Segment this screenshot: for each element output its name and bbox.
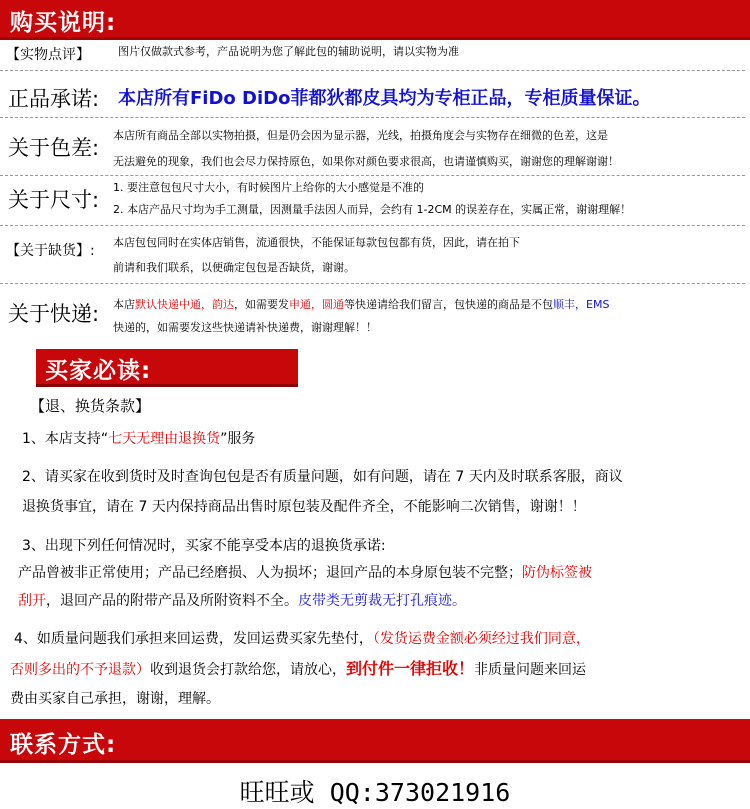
rule-3-line3 xyxy=(18,590,466,610)
rule-2-line1: 2、请买家在收到货时及时查询包包是否有质量问题，如有问题，请在 7 天内及时联系客服，商议 xyxy=(22,469,623,485)
belt-condition-note: 皮带类无剪裁无打孔痕迹。 xyxy=(298,593,466,609)
rule-4-line3: 费由买家自己承担，谢谢，理解。 xyxy=(10,691,220,707)
rule-3-line2 xyxy=(18,562,592,582)
size-text-line2: 2. 本店产品尺寸均为手工测量，因测量手法因人而异，会约有 1-2CM 的误差存在，实属正常，谢谢理解！ xyxy=(113,203,632,216)
divider xyxy=(0,225,745,226)
express-default-couriers: 默认快递中通，韵达 xyxy=(135,298,234,311)
contact-banner xyxy=(0,719,750,763)
express-text: 等快递请给我们留言，包快递的商品是不包 xyxy=(344,298,553,311)
real-item-text: 图片仅做款式参考，产品说明为您了解此包的辅助说明，请以实物为准 xyxy=(118,45,459,58)
anti-counterfeit-label: 刮开 xyxy=(18,593,46,609)
rule-4-line2 xyxy=(10,656,586,679)
shipping-fee-approval-note: （发货运费金额必须经过我们同意， xyxy=(372,631,590,647)
color-text-line1: 本店所有商品全部以实物拍摄，但是仍会因为显示器，光线，拍摄角度会与实物存在细微的色差，这是 xyxy=(113,129,608,142)
rule-2-line2: 退换货事宜，请在 7 天内保持商品出售时原包装及配件齐全，不能影响二次销售，谢谢！！ xyxy=(22,499,586,515)
color-text-line2: 无法避免的现象，我们也会尽力保持原色，如果你对颜色要求很高，也请谨慎购买，谢谢您的理解谢谢！ xyxy=(113,155,619,168)
rule-1-text: ”服务 xyxy=(220,431,256,447)
express-excluded-couriers: 顺丰，EMS xyxy=(553,298,610,311)
rule-4-text: 收到退货会打款给您，请放心， xyxy=(150,662,346,678)
contact-title: 联系方式: xyxy=(10,732,117,758)
size-label: 关于尺寸: xyxy=(8,188,100,212)
return-terms-title: 【退、换货条款】 xyxy=(30,397,151,415)
rule-3-text: ，退回产品的附带产品及所附资料不全。 xyxy=(46,593,298,609)
express-text: ，如需要发 xyxy=(234,298,289,311)
color-label: 关于色差: xyxy=(8,136,100,160)
stock-label: 【关于缺货】: xyxy=(6,243,95,259)
stock-text-line1: 本店包包同时在实体店销售，流通很快，不能保证每款包包都有货，因此，请在拍下 xyxy=(113,236,520,249)
divider xyxy=(0,70,745,71)
buyer-notice-banner xyxy=(36,349,298,387)
rule-3-text: 产品曾被非正常使用；产品已经磨损、人为损坏；退回产品的本身原包装不完整； xyxy=(18,565,522,581)
express-other-couriers: 申通，圆通 xyxy=(289,298,344,311)
anti-counterfeit-label: 防伪标签被 xyxy=(522,565,592,581)
shipping-fee-approval-note: 否则多出的不予退款） xyxy=(10,662,150,678)
express-text: 本店 xyxy=(113,298,135,311)
size-text-line1: 1. 要注意包包尺寸大小，有时候图片上给你的大小感觉是不准的 xyxy=(113,181,424,194)
divider xyxy=(0,117,745,118)
rule-1 xyxy=(22,428,255,448)
rule-4-text: 4、如质量问题我们承担来回运费，发回运费买家先垫付， xyxy=(14,631,373,647)
purchase-info-title: 购买说明: xyxy=(10,10,117,36)
purchase-info-banner xyxy=(0,0,750,40)
contact-info: 旺旺或 QQ:373021916 xyxy=(239,778,511,807)
cod-rejected-note: 到付件一律拒收！ xyxy=(346,659,475,678)
seven-day-return: 七天无理由退换货 xyxy=(108,431,221,447)
genuine-text: 本店所有FiDo DiDo菲都狄都皮具均为专柜正品，专柜质量保证。 xyxy=(118,88,651,109)
express-text-line1 xyxy=(113,293,609,317)
real-item-label: 【实物点评】 xyxy=(6,47,90,63)
rule-4-line1 xyxy=(14,628,590,648)
express-text-line2: 快递的，如需要发这些快递请补快递费，谢谢理解！！ xyxy=(113,321,377,334)
rule-1-text: 1、本店支持“ xyxy=(22,431,109,447)
rule-4-text: 非质量问题来回运 xyxy=(474,662,587,678)
stock-text-line2: 前请和我们联系，以便确定包包是否缺货，谢谢。 xyxy=(113,261,355,274)
divider xyxy=(0,283,745,284)
buyer-notice-title: 买家必读: xyxy=(45,358,152,384)
genuine-label: 正品承诺: xyxy=(8,87,100,111)
express-label: 关于快递: xyxy=(8,302,100,326)
rule-3-line1: 3、出现下列任何情况时，买家不能享受本店的退换货承诺: xyxy=(22,538,386,554)
